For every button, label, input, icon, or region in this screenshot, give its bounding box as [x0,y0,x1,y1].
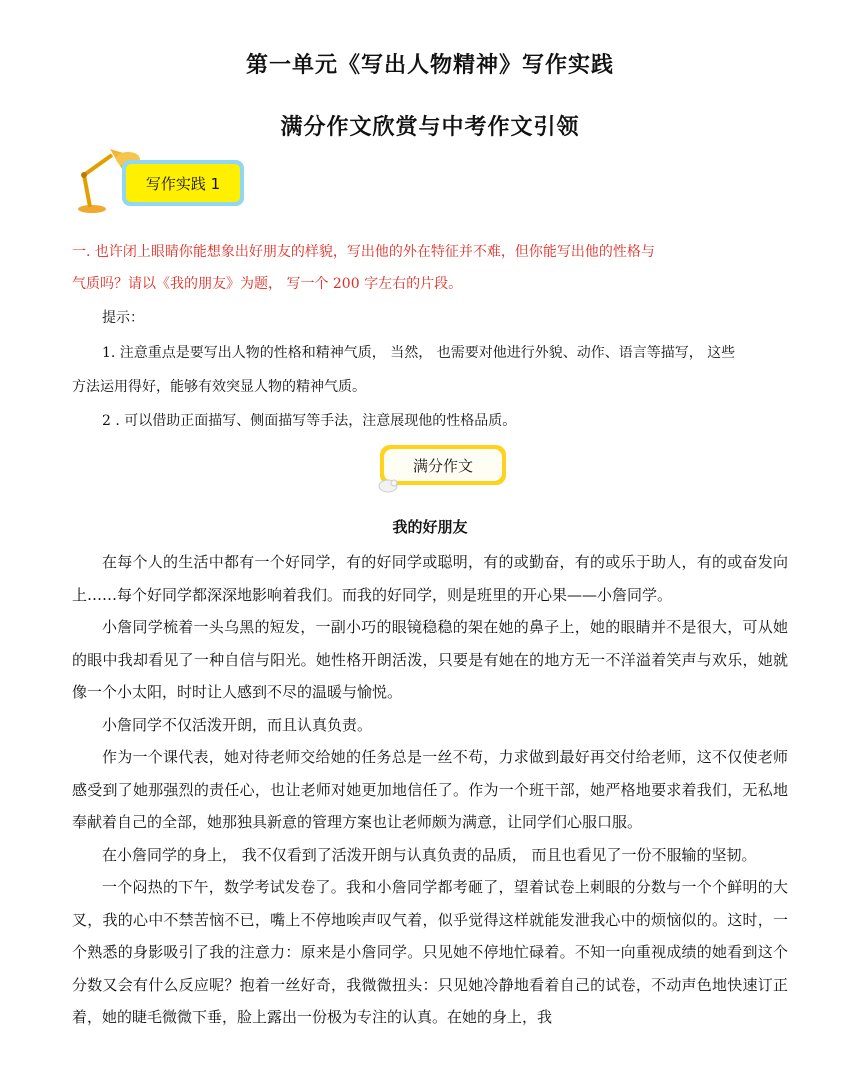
essay-badge-label: 满分作文 [384,449,502,481]
hint1-line-2: 方法运用得好，能够有效突显人物的精神气质。 [72,379,366,395]
prompt-line-1: 一. 也许闭上眼睛你能想象出好朋友的样貌，写出他的外在特征并不难，但你能写出他的性格与 [72,244,655,260]
paragraph: 小詹同学梳着一头乌黑的短发，一副小巧的眼镜稳稳的架在她的鼻子上，她的眼睛并不是很大，可从她的眼中我却看见了一种自信与阳光。她性格开朗活泼，只要是有她在的地方无一不洋溢着笑声与欢乐，她就像一个小太阳，时时让人感到不尽的温暖与愉悦。 [72,618,788,701]
bird-icon [374,475,404,495]
section-badge-label: 写作实践 1 [126,164,240,202]
paragraph: 在小詹同学的身上， 我不仅看到了活泼开朗与认真负责的品质， 而且也看见了一份不服输的坚韧。 [102,845,757,864]
essay-title: 我的好朋友 [392,518,468,536]
prompt-line-2: 气质吗？请以《我的朋友》为题， 写一个 200 字左右的片段。 [72,276,463,292]
essay-body [72,546,788,1034]
section-badge [122,160,244,206]
hint1-line-1: 1. 注意重点是要写出人物的性格和精神气质， 当然， 也需要对他进行外貌、动作、语言等描写， 这些 [102,345,736,361]
paragraph: 在每个人的生活中都有一个好同学，有的好同学或聪明，有的或勤奋，有的或乐于助人，有的或奋发向上……每个好同学都深深地影响着我们。而我的好同学，则是班里的开心果——小詹同学。 [72,553,788,604]
page-subtitle: 满分作文欣赏与中考作文引领 [280,115,580,140]
paragraph: 作为一个课代表，她对待老师交给她的任务总是一丝不苟，力求做到最好再交付给老师，这不仅使老师感受到了她那强烈的责任心，也让老师对她更加地信任了。作为一个班干部，她严格地要求着我们，无私地奉献着自己的全部，她那独具新意的管理方案也让老师颇为满意，让同学们心服口服。 [72,748,788,831]
page-title: 第一单元《写出人物精神》写作实践 [245,53,614,78]
paragraph: 小詹同学不仅活泼开朗，而且认真负责。 [102,715,373,734]
hint2: 2 . 可以借助正面描写、侧面描写等手法，注意展现他的性格品质。 [102,413,517,429]
paragraph: 一个闷热的下午，数学考试发卷了。我和小詹同学都考砸了，望着试卷上刺眼的分数与一个个鲜明的大叉，我的心中不禁苦恼不已，嘴上不停地唉声叹气着，似乎觉得这样就能发泄我心中的烦恼似的。这时，一个熟悉的身影吸引了我的注意力：原来是小詹同学。只见她不停地忙碌着。不知一向重视成绩的她看到这个分数又会有什么反应呢？抱着一丝好奇，我微微扭头：只见她冷静地看着自己的试卷，不动声色地快速订正着，她的睫毛微微下垂，脸上露出一份极为专注的认真。在她的身上，我 [72,878,788,1026]
hint-label: 提示： [102,310,144,326]
essay-badge [380,445,506,489]
